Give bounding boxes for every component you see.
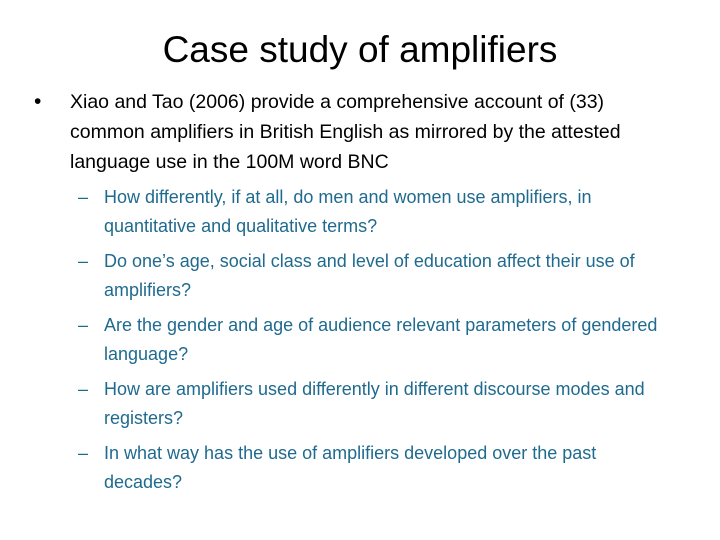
sub-bullet-text: Do one’s age, social class and level of education affect their use of amplifiers? (104, 251, 635, 300)
sub-bullet-text: Are the gender and age of audience relevant parameters of gendered language? (104, 315, 658, 364)
sub-bullet-text: How differently, if at all, do men and women use amplifiers, in quantitative and qualitative terms? (104, 187, 592, 236)
dash-icon: – (78, 315, 89, 335)
sub-bullet-text: How are amplifiers used differently in different discourse modes and registers? (104, 379, 645, 428)
bullet-dot-icon: • (34, 90, 42, 113)
main-bullet-text: Xiao and Tao (2006) provide a comprehensive account of (33) common amplifiers in British English as mirrored by the attested language use in the 100M word BNC (70, 91, 621, 173)
sub-bullet-item (78, 183, 678, 241)
main-bullet (34, 87, 684, 177)
sub-bullet-list (78, 183, 678, 503)
sub-bullet-text: In what way has the use of amplifiers developed over the past decades? (104, 443, 597, 492)
slide-title: Case study of amplifiers (162, 29, 558, 70)
sub-bullet-item (78, 439, 678, 497)
sub-bullet-item (78, 375, 678, 433)
dash-icon: – (78, 443, 89, 463)
dash-icon: – (78, 187, 89, 207)
sub-bullet-item (78, 247, 678, 305)
sub-bullet-item (78, 311, 678, 369)
dash-icon: – (78, 379, 89, 399)
dash-icon: – (78, 251, 89, 271)
